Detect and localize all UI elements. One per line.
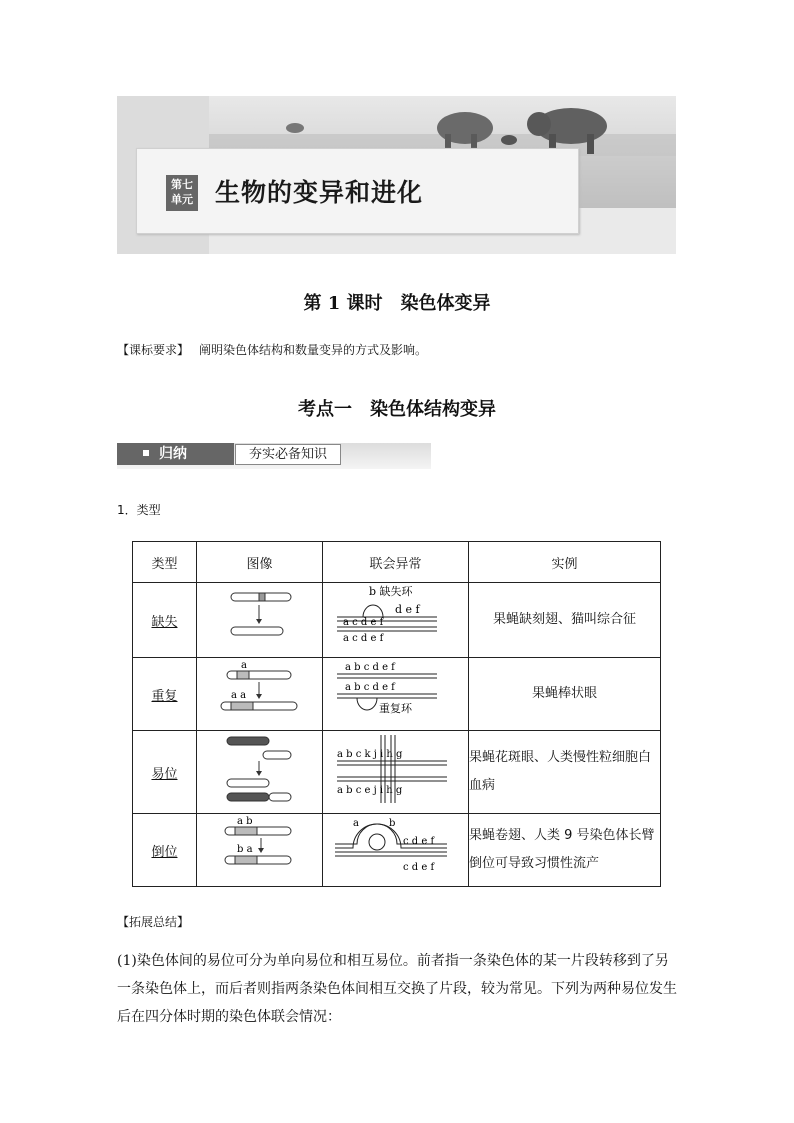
label-note: 重复环 bbox=[379, 702, 412, 715]
extension-label: 【拓展总结】 bbox=[117, 915, 190, 929]
summary-bar bbox=[117, 443, 431, 469]
type-label: 缺失 bbox=[151, 614, 178, 630]
lesson-title: 第 1 课时 染色体变异 bbox=[303, 293, 491, 314]
body-paragraph: (1)染色体间的易位可分为单向易位和相互易位。前者指一条染色体的某一片段转移到了另一条染色体上，而后者则指两条染色体间相互交换了片段，较为常见。下列为两种易位发生后在四分体时期的染色体联会情况： bbox=[117, 953, 677, 1025]
chromosome-image bbox=[197, 814, 323, 887]
label-line1: d e f bbox=[395, 603, 420, 616]
label-top: a b c k j i h g bbox=[337, 749, 403, 760]
img-label-a: a bbox=[241, 660, 247, 671]
duplication-chromosome-diagram bbox=[197, 658, 322, 726]
summary-left-label: 归纳 bbox=[159, 446, 187, 462]
svg-text:b: b bbox=[389, 818, 396, 829]
summary-bar-left bbox=[117, 443, 234, 465]
example-cell: 果蝇棒状眼 bbox=[469, 658, 661, 731]
example-cell: 果蝇缺刻翅、猫叫综合征 bbox=[469, 583, 661, 658]
svg-text:c d e f: c d e f bbox=[403, 836, 435, 847]
unit-badge bbox=[166, 175, 198, 211]
synapsis-image bbox=[323, 814, 469, 887]
table-row bbox=[133, 583, 661, 658]
deletion-loop-diagram bbox=[323, 583, 468, 653]
summary-bar-right: 夯实必备知识 bbox=[235, 444, 341, 465]
table-row bbox=[133, 814, 661, 887]
unit-banner bbox=[117, 96, 676, 254]
img-label-aa: a a bbox=[231, 690, 247, 701]
inversion-chromosome-diagram bbox=[197, 814, 322, 882]
deletion-chromosome-diagram bbox=[197, 583, 322, 653]
label-mid: a c d e f bbox=[343, 617, 384, 628]
label-bottom: a b c e j i h g bbox=[337, 785, 403, 796]
type-cell bbox=[133, 658, 197, 731]
synapsis-image bbox=[323, 583, 469, 658]
keypoint-title: 考点一 染色体结构变异 bbox=[298, 399, 496, 420]
inversion-loop-diagram bbox=[323, 814, 468, 882]
table-row bbox=[133, 658, 661, 731]
img-label-ba: b a bbox=[237, 844, 253, 855]
chromosome-image bbox=[197, 583, 323, 658]
svg-text:c d e f: c d e f bbox=[403, 862, 435, 873]
label-top: a b c d e f bbox=[345, 662, 395, 673]
unit-title: 生物的变异和进化 bbox=[215, 178, 424, 207]
table-header: 类型 bbox=[133, 542, 197, 583]
section-heading: 1．类型 bbox=[117, 503, 161, 517]
type-label: 重复 bbox=[151, 688, 178, 704]
label-bottom: a c d e f bbox=[343, 633, 384, 644]
svg-text:a: a bbox=[353, 818, 359, 829]
synapsis-image bbox=[323, 731, 469, 814]
unit-badge-line1: 第七 bbox=[171, 178, 193, 191]
type-cell bbox=[133, 814, 197, 887]
type-label: 倒位 bbox=[151, 844, 178, 860]
unit-badge-line2: 单元 bbox=[171, 193, 193, 206]
label-top: b 缺失环 bbox=[369, 585, 413, 598]
chromosome-image bbox=[197, 658, 323, 731]
example-cell: 果蝇卷翅、人类 9 号染色体长臂倒位可导致习惯性流产 bbox=[469, 814, 661, 887]
banner-title-box bbox=[136, 148, 579, 234]
translocation-cross-diagram bbox=[323, 731, 468, 809]
example-cell: 果蝇花斑眼、人类慢性粒细胞白血病 bbox=[469, 731, 661, 814]
chromosome-image bbox=[197, 731, 323, 814]
img-label-ab: a b bbox=[237, 816, 253, 827]
curriculum-standard bbox=[117, 341, 427, 358]
table-row bbox=[133, 731, 661, 814]
label-mid: a b c d e f bbox=[345, 682, 395, 693]
table-header: 图像 bbox=[197, 542, 323, 583]
type-label: 易位 bbox=[151, 766, 178, 782]
synapsis-image bbox=[323, 658, 469, 731]
table-header: 联会异常 bbox=[323, 542, 469, 583]
translocation-chromosome-diagram bbox=[197, 731, 322, 809]
type-cell bbox=[133, 583, 197, 658]
table-header: 实例 bbox=[469, 542, 661, 583]
type-cell bbox=[133, 731, 197, 814]
duplication-loop-diagram bbox=[323, 658, 468, 726]
standard-label: 【课标要求】 bbox=[117, 343, 190, 357]
table-header-row bbox=[133, 542, 661, 583]
variation-types-table bbox=[132, 541, 661, 887]
square-icon bbox=[143, 450, 149, 456]
standard-text: 阐明染色体结构和数量变异的方式及影响。 bbox=[199, 343, 428, 357]
